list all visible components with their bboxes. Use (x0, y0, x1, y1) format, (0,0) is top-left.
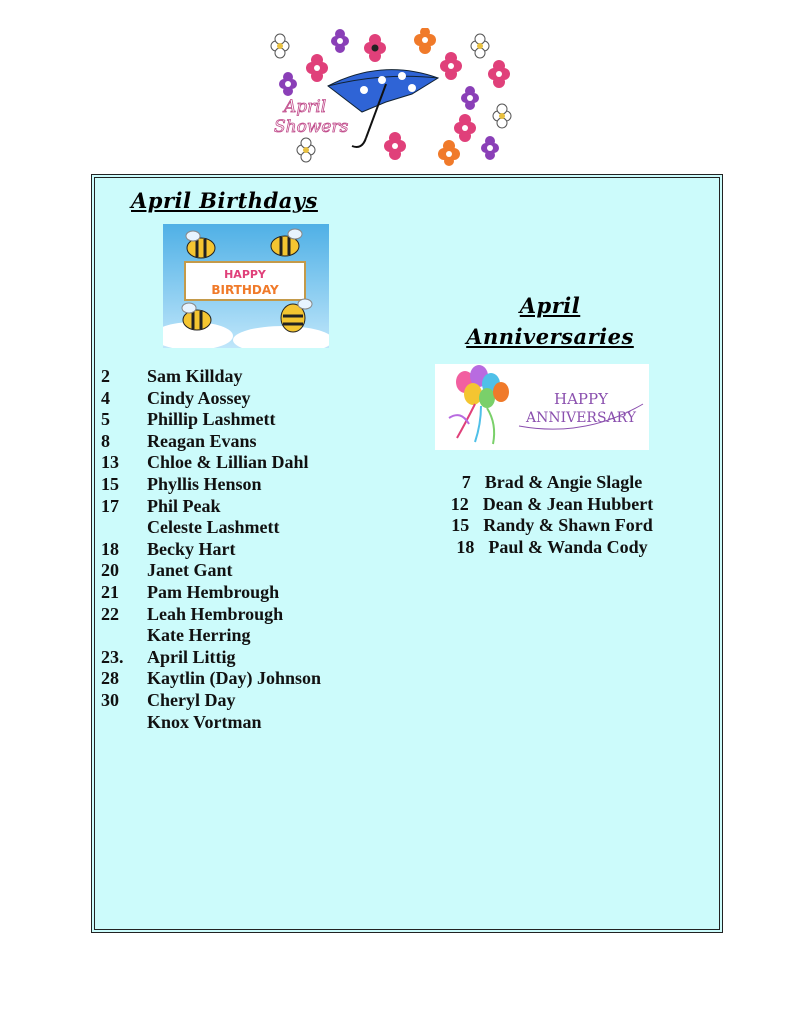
birthday-name: Phil Peak (147, 495, 221, 516)
anniversary-image-line2: ANNIVERSARY (525, 410, 637, 426)
birthday-entry (101, 647, 321, 669)
birthday-day: 21 (101, 581, 119, 602)
flower-icon (493, 104, 511, 128)
birthday-entry (101, 604, 321, 626)
birthday-entry (101, 712, 321, 734)
anniversary-image-line1: HAPPY (553, 390, 609, 408)
birthday-day: 20 (101, 560, 119, 581)
birthday-entry (101, 582, 321, 604)
birthday-banner-line2: BIRTHDAY (211, 283, 279, 297)
anniversary-list (427, 472, 677, 558)
birthday-entry (101, 496, 321, 518)
birthday-day: 2 (101, 366, 110, 386)
birthday-entry (101, 366, 321, 388)
flower-icon (440, 52, 462, 80)
anniversaries-title (435, 290, 665, 352)
flower-icon (414, 28, 436, 54)
birthday-name: Pam Hembrough (147, 581, 280, 602)
birthday-entry (101, 388, 321, 410)
anniversary-entry (427, 537, 677, 559)
birthday-day: 17 (101, 495, 119, 516)
birthday-day: 18 (101, 538, 119, 559)
birthday-name: April Littig (147, 646, 236, 667)
birthday-name: Phillip Lashmett (147, 409, 276, 430)
anniversary-day: 7 (461, 472, 471, 492)
birthday-day (101, 517, 147, 539)
birthday-entry (101, 690, 321, 712)
birthday-day: 15 (101, 473, 119, 494)
banner-text-line2: Showers (274, 117, 349, 137)
birthday-day: 22 (101, 603, 119, 624)
flower-icon (461, 86, 479, 110)
birthday-name: Kaytlin (Day) Johnson (147, 668, 322, 689)
birthday-day: 4 (101, 387, 110, 408)
birthday-entry (101, 560, 321, 582)
flower-icon (454, 114, 476, 142)
happy-anniversary-image (435, 364, 649, 450)
flower-icon (384, 132, 406, 160)
flower-icon (488, 60, 510, 88)
birthday-entry (101, 474, 321, 496)
anniversaries-title-line2: Anniversaries (466, 324, 634, 349)
april-showers-banner (262, 28, 530, 168)
banner-text-line1: April (284, 97, 327, 117)
birthday-day: 5 (101, 409, 110, 430)
birthday-entry (101, 625, 321, 647)
birthday-name: Leah Hembrough (147, 603, 284, 624)
anniversary-day: 15 (451, 515, 470, 536)
birthday-list (101, 366, 321, 733)
flower-icon (481, 136, 499, 160)
birthday-day: 8 (101, 430, 110, 451)
flower-icon (297, 138, 315, 162)
birthday-entry (101, 409, 321, 431)
anniversary-day: 12 (450, 493, 469, 514)
anniversary-names: Randy & Shawn Ford (483, 515, 653, 536)
birthday-entry (101, 431, 321, 453)
anniversaries-title-line1: April (519, 293, 581, 318)
birthday-day (101, 712, 147, 734)
birthday-day: 28 (101, 668, 119, 689)
birthday-day: 30 (101, 689, 119, 710)
birthday-day: 13 (101, 452, 119, 473)
birthdays-title: April Birthdays (131, 188, 318, 213)
birthday-name: Chloe & Lillian Dahl (147, 452, 309, 473)
flower-icon (279, 72, 297, 96)
anniversary-entry (427, 515, 677, 537)
birthday-name: Becky Hart (147, 538, 236, 559)
birthday-day (101, 625, 147, 647)
anniversary-names: Brad & Angie Slagle (484, 472, 643, 492)
anniversary-entry (427, 472, 677, 494)
birthday-name: Kate Herring (147, 625, 251, 646)
birthday-name: Cindy Aossey (147, 387, 251, 408)
flower-icon (271, 34, 289, 58)
birthday-name: Cheryl Day (147, 689, 236, 710)
birthday-day: 23. (101, 646, 124, 667)
content-panel (91, 174, 723, 933)
birthday-name: Knox Vortman (147, 711, 262, 732)
happy-birthday-image (163, 224, 329, 348)
anniversary-entry (427, 494, 677, 516)
birthday-name: Janet Gant (147, 560, 233, 581)
anniversary-names: Dean & Jean Hubbert (482, 493, 654, 514)
flower-icon (471, 34, 489, 58)
flower-icon (306, 54, 328, 82)
birthday-banner-line1: HAPPY (224, 268, 266, 281)
birthday-name: Phyllis Henson (147, 473, 262, 494)
birthday-entry (101, 539, 321, 561)
flower-icon (331, 29, 349, 53)
birthday-name: Reagan Evans (147, 430, 257, 451)
anniversary-names: Paul & Wanda Cody (488, 536, 648, 557)
birthday-name: Sam Killday (147, 366, 243, 386)
flower-icon (438, 140, 460, 166)
birthday-entry (101, 668, 321, 690)
flower-icon (364, 34, 386, 62)
birthday-entry (101, 517, 321, 539)
birthday-entry (101, 452, 321, 474)
anniversary-day: 18 (456, 536, 475, 557)
birthday-name: Celeste Lashmett (147, 517, 280, 538)
